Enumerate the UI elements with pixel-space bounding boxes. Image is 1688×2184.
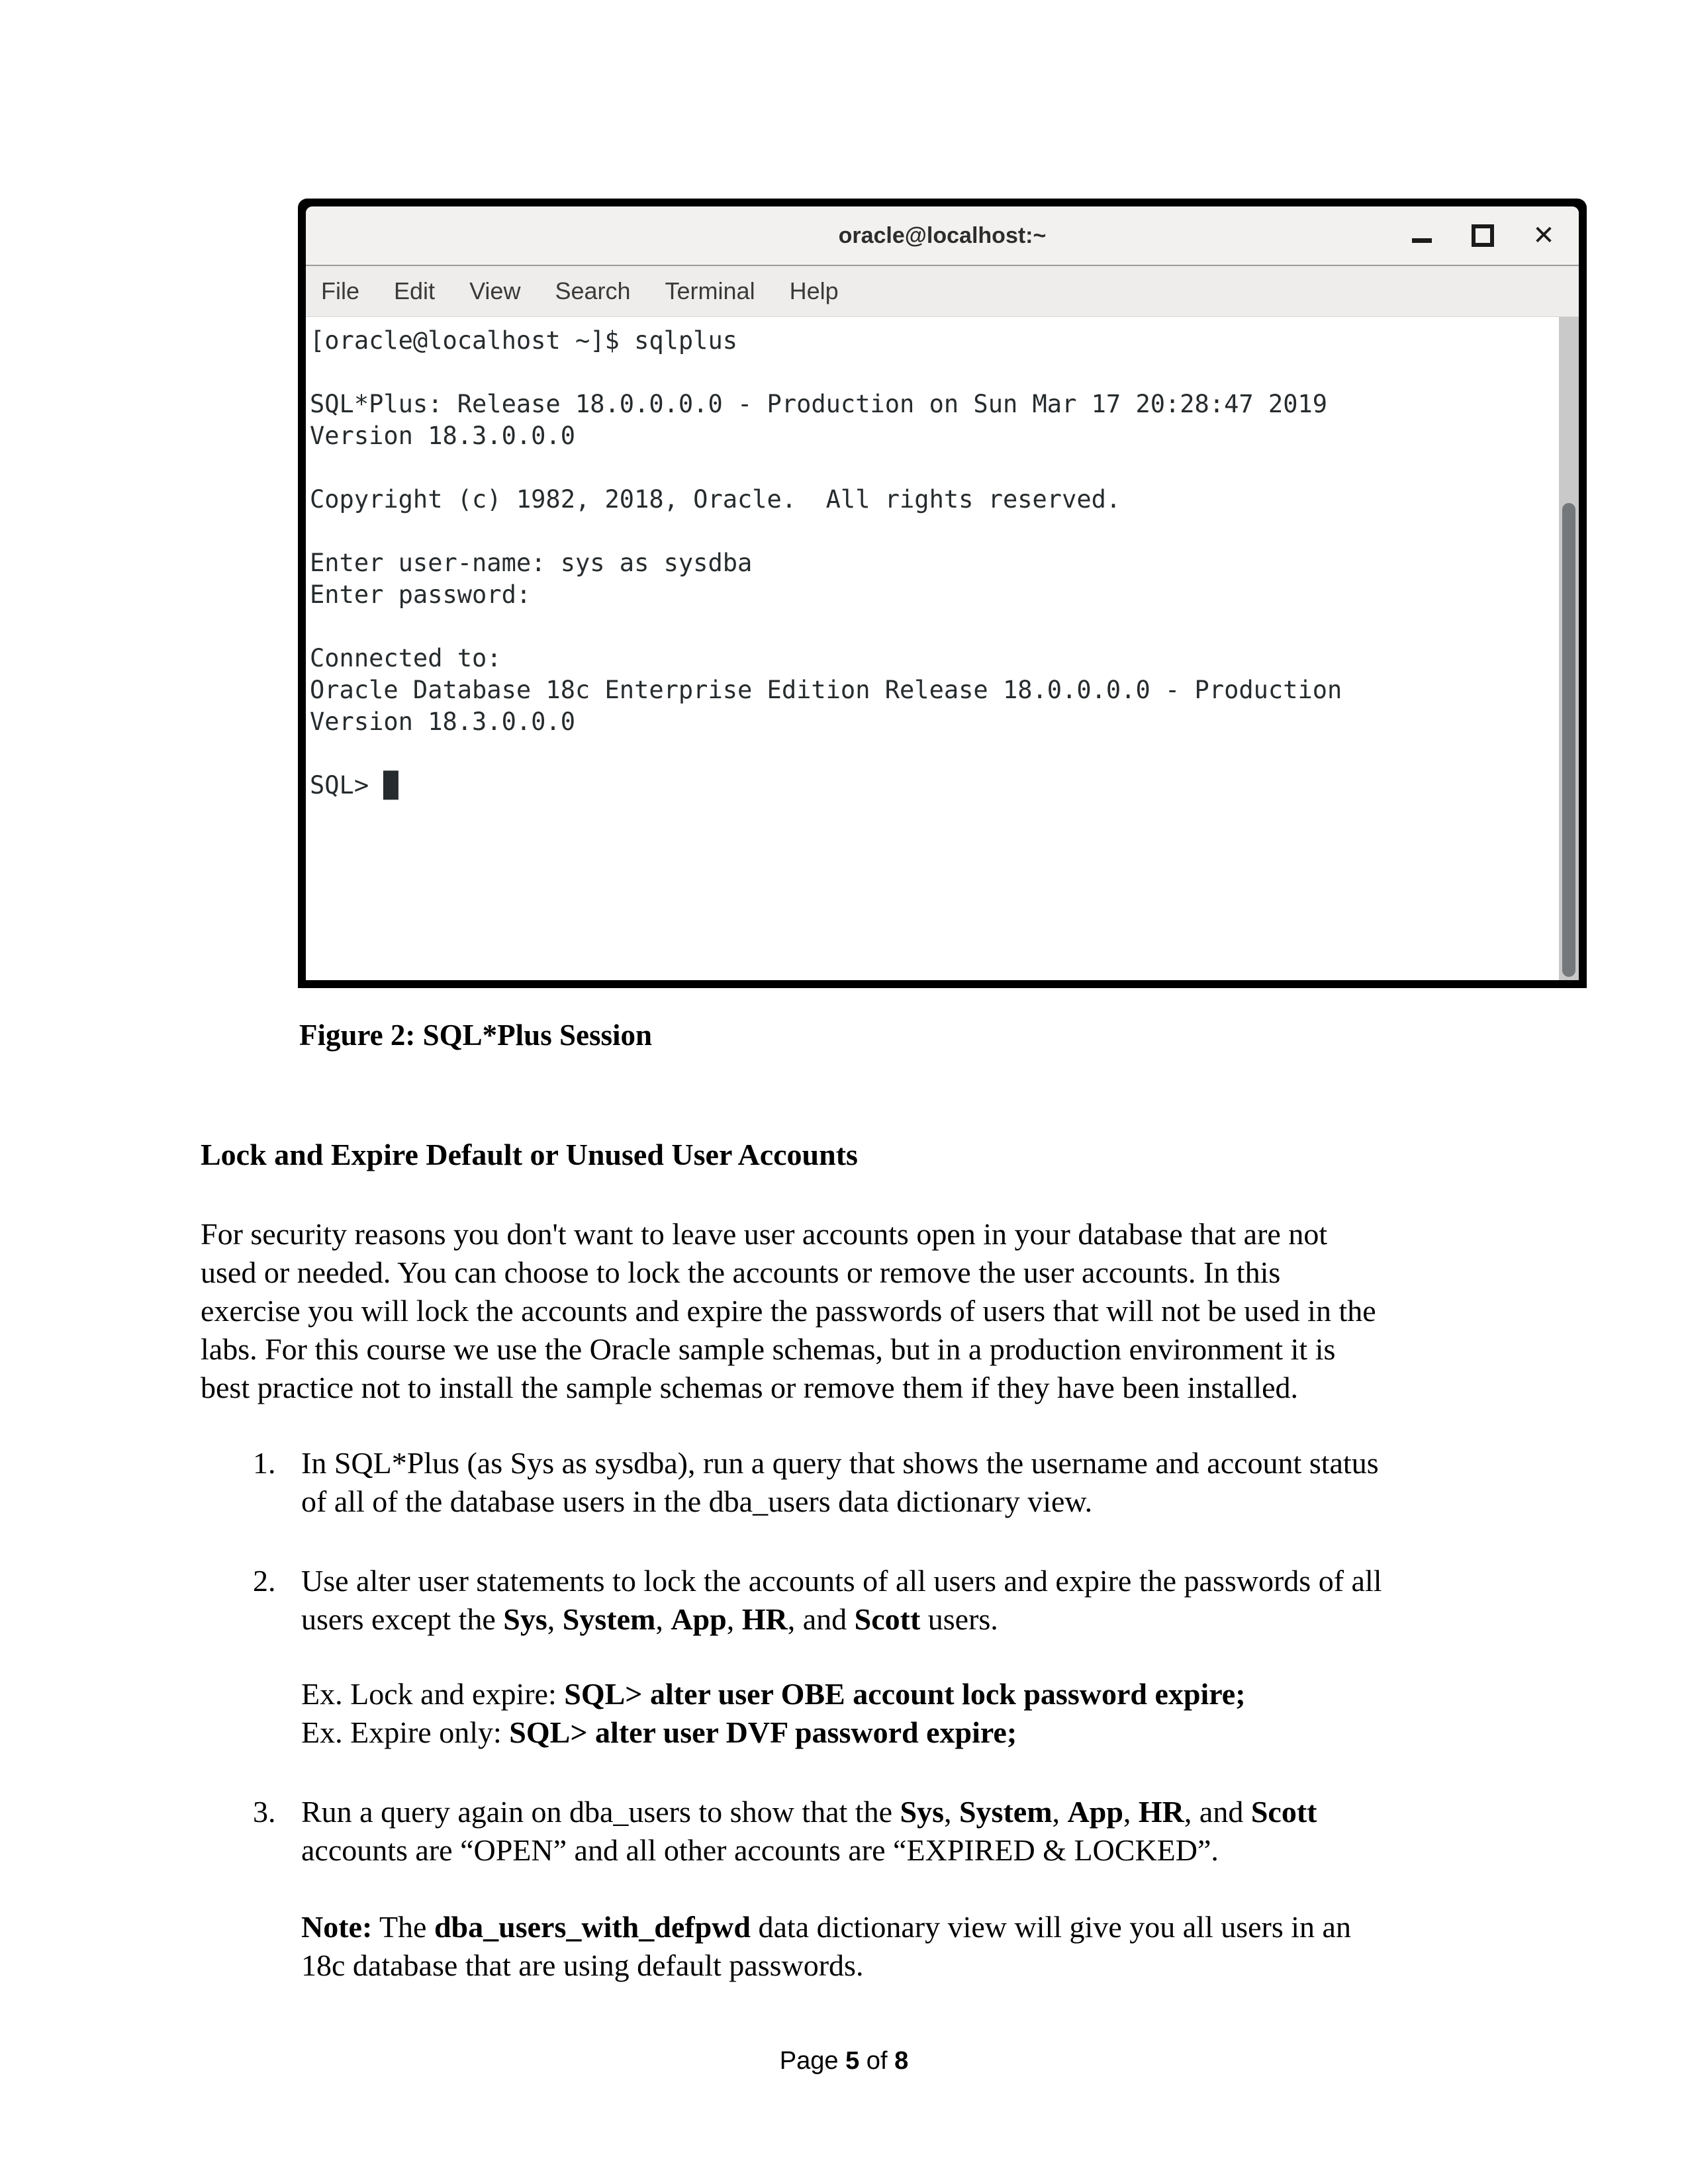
list-number: 1.	[253, 1446, 276, 1480]
menu-item-view[interactable]: View	[469, 277, 521, 304]
example-lock-expire: Ex. Lock and expire: SQL> alter user OBE account lock password expire;	[301, 1677, 1246, 1711]
note-line-1: Note: The dba_users_with_defpwd data dictionary view will give you all users in an	[301, 1910, 1351, 1944]
paragraph-line: For security reasons you don't want to leave user accounts open in your database that are not	[201, 1217, 1328, 1251]
terminal-line: SQL*Plus: Release 18.0.0.0.0 - Production on Sun Mar 17 20:28:47 2019	[310, 390, 1328, 418]
list-text: Use alter user statements to lock the accounts of all users and expire the passwords of all users except the Sys, System, App, HR, and Scott users.	[301, 1562, 1382, 1639]
terminal-line: [oracle@localhost ~]$ sqlplus	[310, 326, 738, 355]
terminal-window-inner	[306, 206, 1579, 980]
terminal-line: Connected to:	[310, 644, 502, 672]
intro-paragraph	[201, 1215, 1376, 1407]
terminal-line: Oracle Database 18c Enterprise Edition Release 18.0.0.0.0 - Production	[310, 676, 1342, 704]
list-item-2	[253, 1562, 1382, 1639]
terminal-line	[310, 738, 1552, 770]
terminal-line	[310, 452, 1552, 484]
terminal-screen[interactable]	[306, 317, 1579, 980]
close-icon: ✕	[1532, 220, 1555, 251]
terminal-line: Enter password:	[310, 580, 532, 609]
terminal-line: Copyright (c) 1982, 2018, Oracle. All rights reserved.	[310, 485, 1121, 514]
note: Note: The dba_users_with_defpwd data dictionary view will give you all users in an 18c database that are using default passwords.	[301, 1908, 1351, 1985]
list-number: 2.	[253, 1564, 276, 1598]
scrollbar-thumb[interactable]	[1562, 503, 1575, 977]
terminal-line: Version 18.3.0.0.0	[310, 422, 575, 450]
terminal-prompt-line: SQL> █	[310, 771, 399, 799]
menu-item-search[interactable]: Search	[555, 277, 631, 304]
terminal-window	[298, 199, 1587, 988]
terminal-output	[306, 317, 1579, 801]
paragraph-line: labs. For this course we use the Oracle sample schemas, but in a production environment it is	[201, 1332, 1336, 1366]
close-button[interactable]	[1532, 220, 1555, 251]
menu-item-help[interactable]: Help	[789, 277, 839, 304]
title-bar[interactable]	[306, 206, 1579, 266]
figure-caption: Figure 2: SQL*Plus Session	[299, 1019, 653, 1052]
terminal-line: Enter user-name: sys as sysdba	[310, 549, 753, 577]
window-controls	[1411, 206, 1555, 265]
paragraph-line: used or needed. You can choose to lock the accounts or remove the user accounts. In this	[201, 1255, 1281, 1289]
terminal-line	[310, 611, 1552, 643]
list-item-3-line-1: Run a query again on dba_users to show that the Sys, System, App, HR, and Scott	[301, 1795, 1317, 1829]
menu-item-terminal[interactable]: Terminal	[665, 277, 755, 304]
terminal-line: Version 18.3.0.0.0	[310, 707, 575, 736]
example-expire-only: Ex. Expire only: SQL> alter user DVF password expire;	[301, 1715, 1017, 1749]
terminal-scrollbar[interactable]	[1559, 317, 1579, 980]
example-commands	[301, 1675, 1246, 1752]
maximize-button[interactable]	[1472, 224, 1494, 247]
list-number: 3.	[253, 1795, 276, 1829]
minimize-icon	[1412, 238, 1432, 243]
list-item-2-line-2: users except the Sys, System, App, HR, and Scott users.	[301, 1602, 998, 1636]
section-heading: Lock and Expire Default or Unused User Accounts	[201, 1138, 858, 1171]
list-item-3	[253, 1793, 1317, 1870]
menu-item-edit[interactable]: Edit	[394, 277, 436, 304]
paragraph-line: best practice not to install the sample schemas or remove them if they have been installed.	[201, 1371, 1299, 1404]
list-text: Run a query again on dba_users to show that the Sys, System, App, HR, and Scott accounts are “OPEN” and all other accounts are “EXPIRED & LOCKED”.	[301, 1793, 1317, 1870]
minimize-button[interactable]	[1411, 224, 1433, 247]
list-item-1	[253, 1444, 1379, 1521]
window-title: oracle@localhost:~	[838, 222, 1047, 248]
paragraph-line: exercise you will lock the accounts and expire the passwords of users that will not be used in the	[201, 1294, 1376, 1328]
terminal-line	[310, 516, 1552, 547]
page-footer: Page 5 of 8	[779, 2047, 909, 2075]
terminal-line	[310, 357, 1552, 388]
menu-item-file[interactable]: File	[321, 277, 360, 304]
list-text: In SQL*Plus (as Sys as sysdba), run a query that shows the username and account status of all of the database users in the dba_users data dictionary view.	[301, 1446, 1379, 1518]
menu-bar	[306, 266, 1579, 317]
maximize-icon	[1472, 224, 1494, 247]
